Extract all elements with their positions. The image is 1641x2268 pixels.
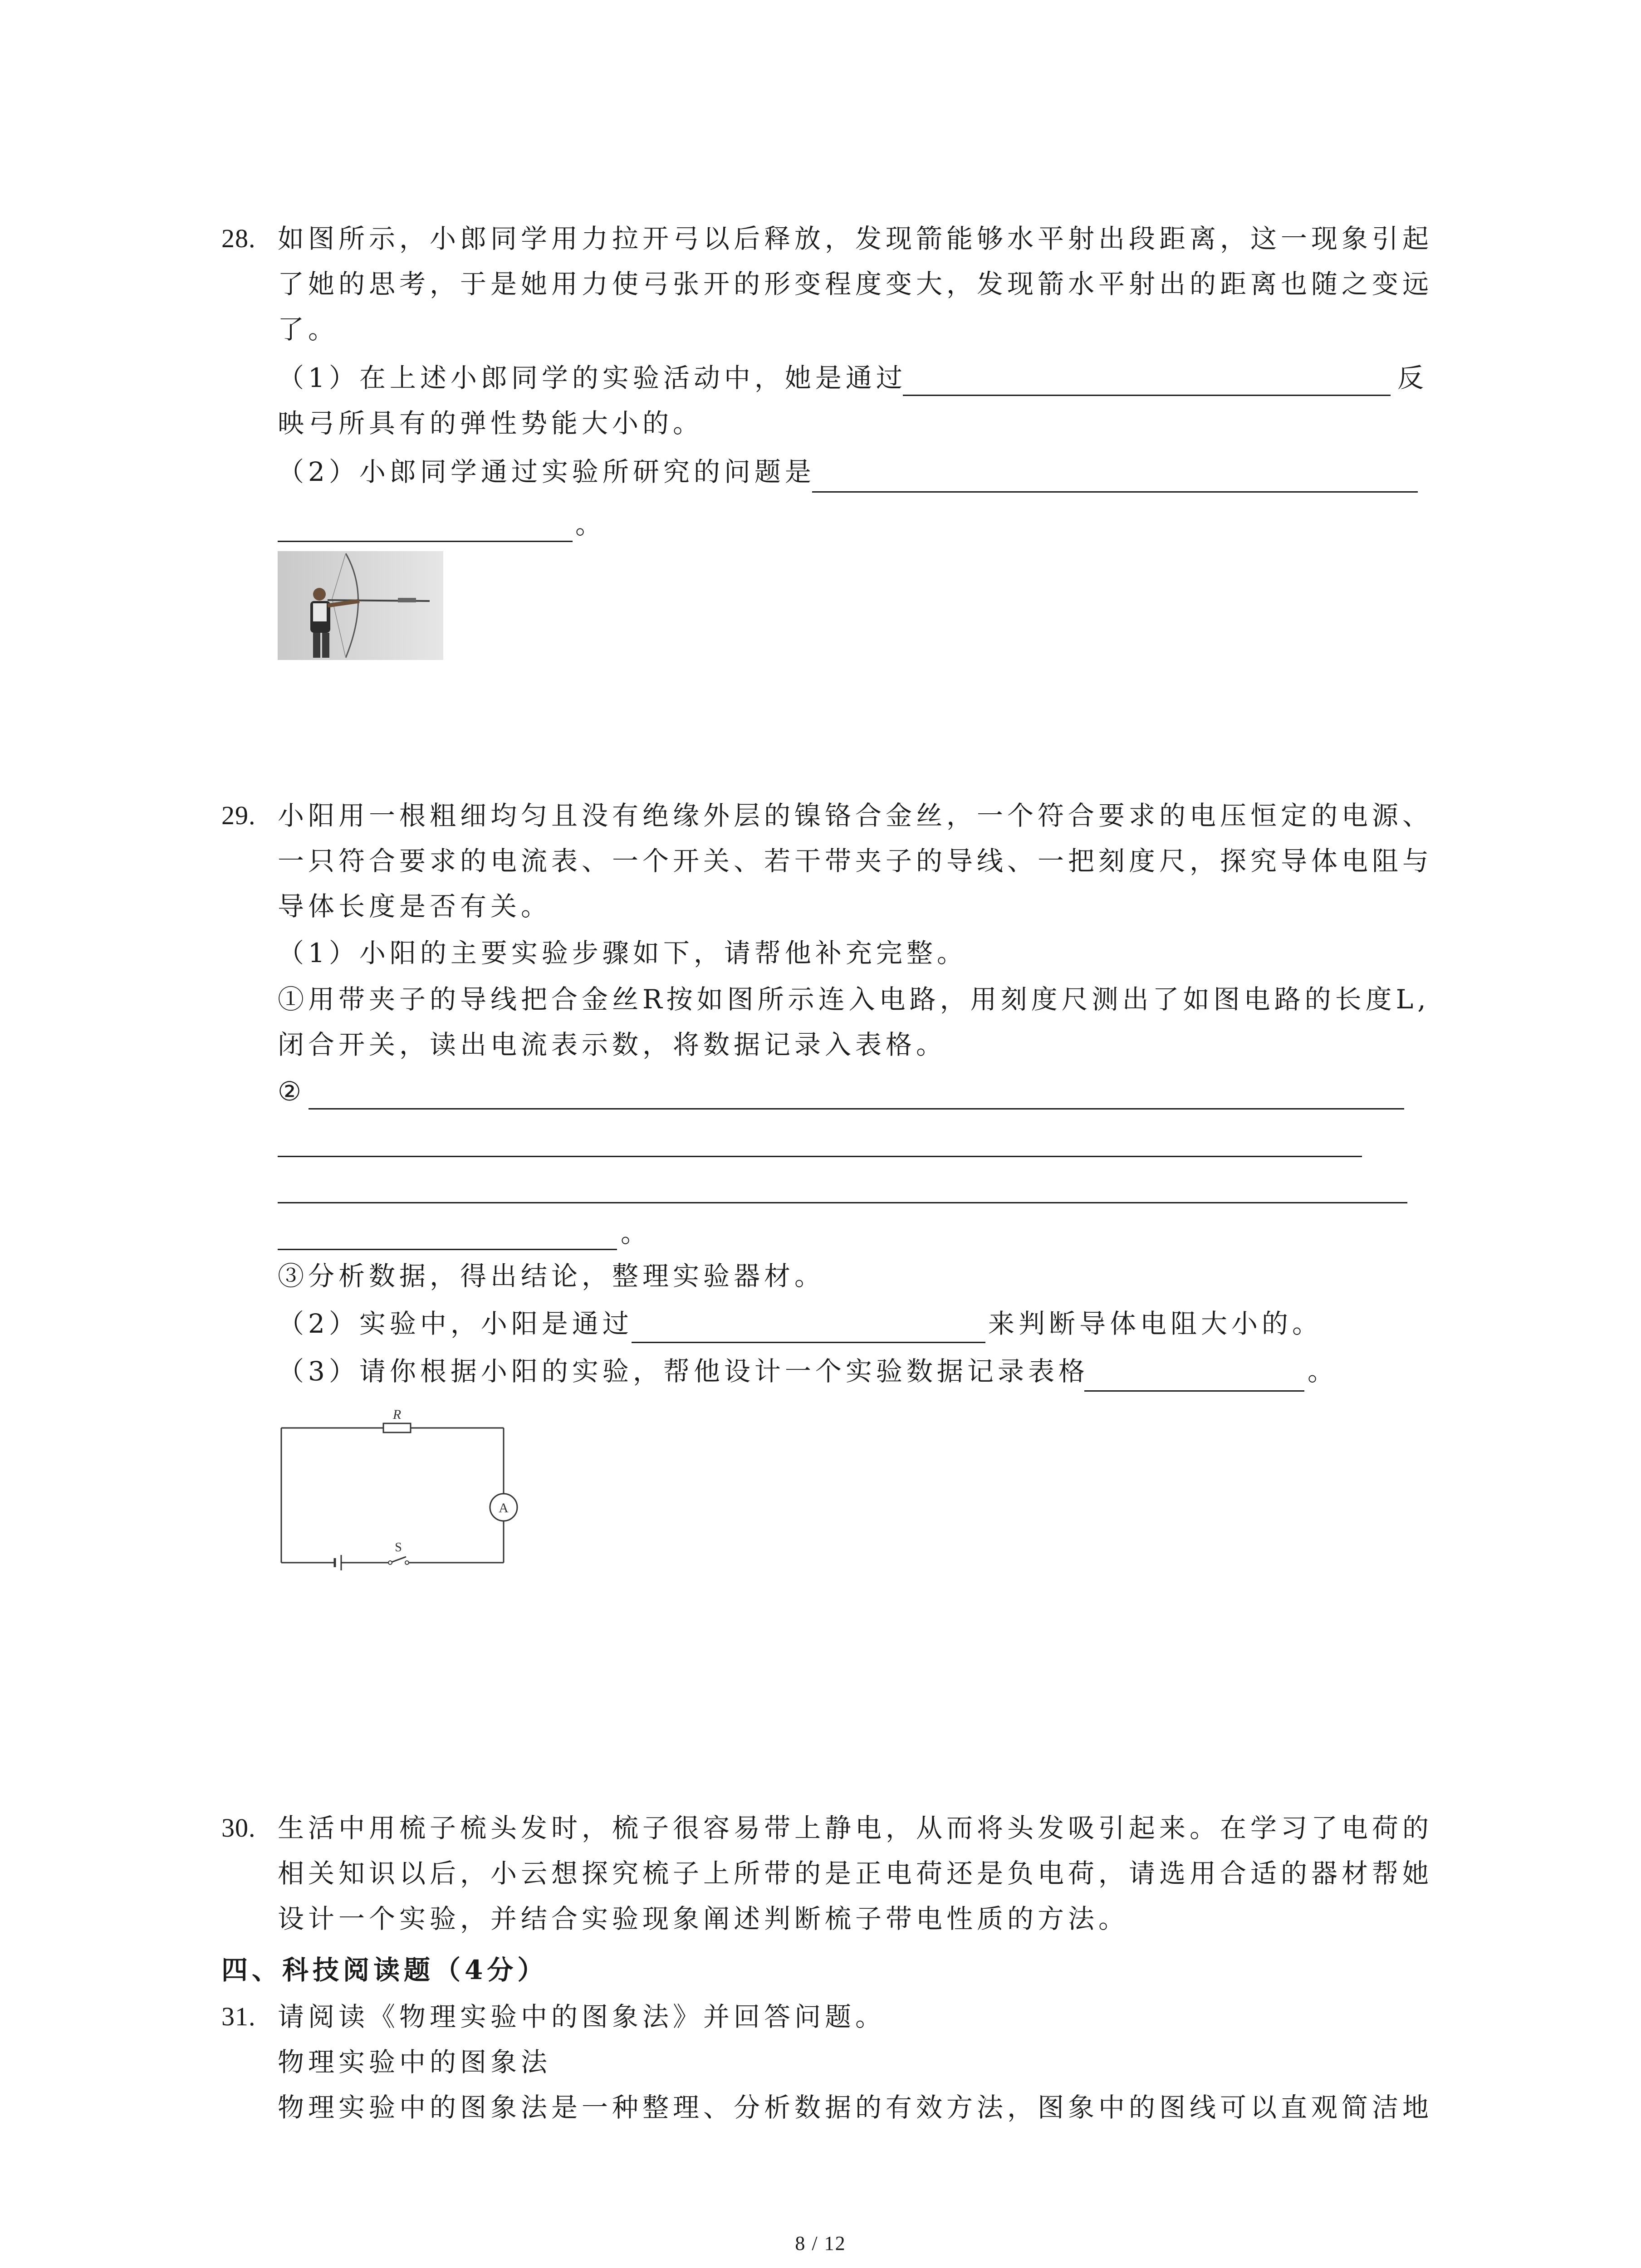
- circuit-diagram: [272, 1406, 535, 1579]
- q31-line1: 请阅读《物理实验中的图象法》并回答问题。: [278, 2001, 886, 2032]
- q28-part1-prefix: （1）在上述小郎同学的实验活动中，她是通过: [278, 362, 906, 393]
- q31-number: 31.: [221, 2002, 256, 2031]
- q28-line1: 如图所示，小郎同学用力拉开弓以后释放，发现箭能够水平射出段距离，这一现象引起: [278, 223, 1433, 254]
- q28-part1-suffix: 反: [1397, 362, 1428, 393]
- archer-photo: [278, 551, 443, 660]
- q29-part3-prefix: （3）请你根据小阳的实验，帮他设计一个实验数据记录表格: [278, 1356, 1089, 1387]
- q28-part2-prefix: （2）小郎同学通过实验所研究的问题是: [278, 456, 815, 487]
- page-number: 8 / 12: [795, 2232, 846, 2254]
- q30-number: 30.: [221, 1813, 256, 1843]
- q29-line1: 小阳用一根粗细均匀且没有绝缘外层的镍铬合金丝，一个符合要求的电压恒定的电源、: [278, 800, 1433, 831]
- q29-part3-blank[interactable]: [1084, 1390, 1304, 1392]
- q29-step1-line2: 闭合开关，读出电流表示数，将数据记录入表格。: [278, 1029, 947, 1060]
- q28-line2: 了她的思考，于是她用力使弓张开的形变程度变大，发现箭水平射出的距离也随之变远: [278, 269, 1433, 299]
- q29-part3-end: 。: [1308, 1356, 1338, 1387]
- resistor-label: R: [392, 1407, 402, 1422]
- q28-answer-blank-2a[interactable]: [812, 491, 1418, 493]
- switch-label: S: [395, 1540, 402, 1554]
- q30-line1: 生活中用梳子梳头发时，梳子很容易带上静电，从而将头发吸引起来。在学习了电荷的: [278, 1813, 1433, 1843]
- q29-part2-prefix: （2）实验中，小阳是通过: [278, 1308, 633, 1339]
- ammeter-label: A: [499, 1501, 509, 1515]
- q29-part1: （1）小阳的主要实验步骤如下，请帮他补充完整。: [278, 938, 967, 968]
- q30-line2: 相关知识以后，小云想探究梳子上所带的是正电荷还是负电荷，请选用合适的器材帮她: [278, 1858, 1433, 1889]
- q29-step2-blank-2[interactable]: [278, 1156, 1362, 1157]
- q28-line3: 了。: [278, 314, 339, 345]
- section-heading: 四、科技阅读题（4分）: [221, 1955, 548, 1985]
- q28-number: 28.: [221, 224, 256, 253]
- q29-number: 29.: [221, 801, 256, 830]
- q29-line2: 一只符合要求的电流表、一个开关、若干带夹子的导线、一把刻度尺，探究导体电阻与: [278, 846, 1433, 876]
- q29-step2-blank-1[interactable]: [309, 1108, 1404, 1110]
- q28-part1-line2: 映弓所具有的弹性势能大小的。: [278, 408, 704, 439]
- q31-line3: 物理实验中的图象法是一种整理、分析数据的有效方法，图象中的图线可以直观简洁地: [278, 2092, 1433, 2123]
- q29-step2-blank-4[interactable]: [278, 1249, 617, 1250]
- q30-line3: 设计一个实验，并结合实验现象阐述判断梳子带电性质的方法。: [278, 1903, 1129, 1934]
- q28-answer-blank-1[interactable]: [903, 395, 1391, 396]
- q29-step2-blank-3[interactable]: [278, 1202, 1407, 1203]
- q29-step2-marker: ②: [278, 1076, 305, 1107]
- q28-answer-blank-2b[interactable]: [278, 541, 573, 542]
- q31-article-title: 物理实验中的图象法: [278, 2047, 552, 2077]
- q29-line3: 导体长度是否有关。: [278, 891, 552, 922]
- q29-step1-line1: ①用带夹子的导线把合金丝R按如图所示连入电路，用刻度尺测出了如图电路的长度L,: [278, 984, 1430, 1015]
- q29-step3: ③分析数据，得出结论，整理实验器材。: [278, 1261, 825, 1291]
- q29-part2-blank[interactable]: [632, 1342, 985, 1343]
- q28-part2-end: 。: [575, 509, 606, 540]
- q29-part2-suffix: 来判断导体电阻大小的。: [988, 1308, 1323, 1339]
- q29-step2-end: 。: [621, 1217, 652, 1248]
